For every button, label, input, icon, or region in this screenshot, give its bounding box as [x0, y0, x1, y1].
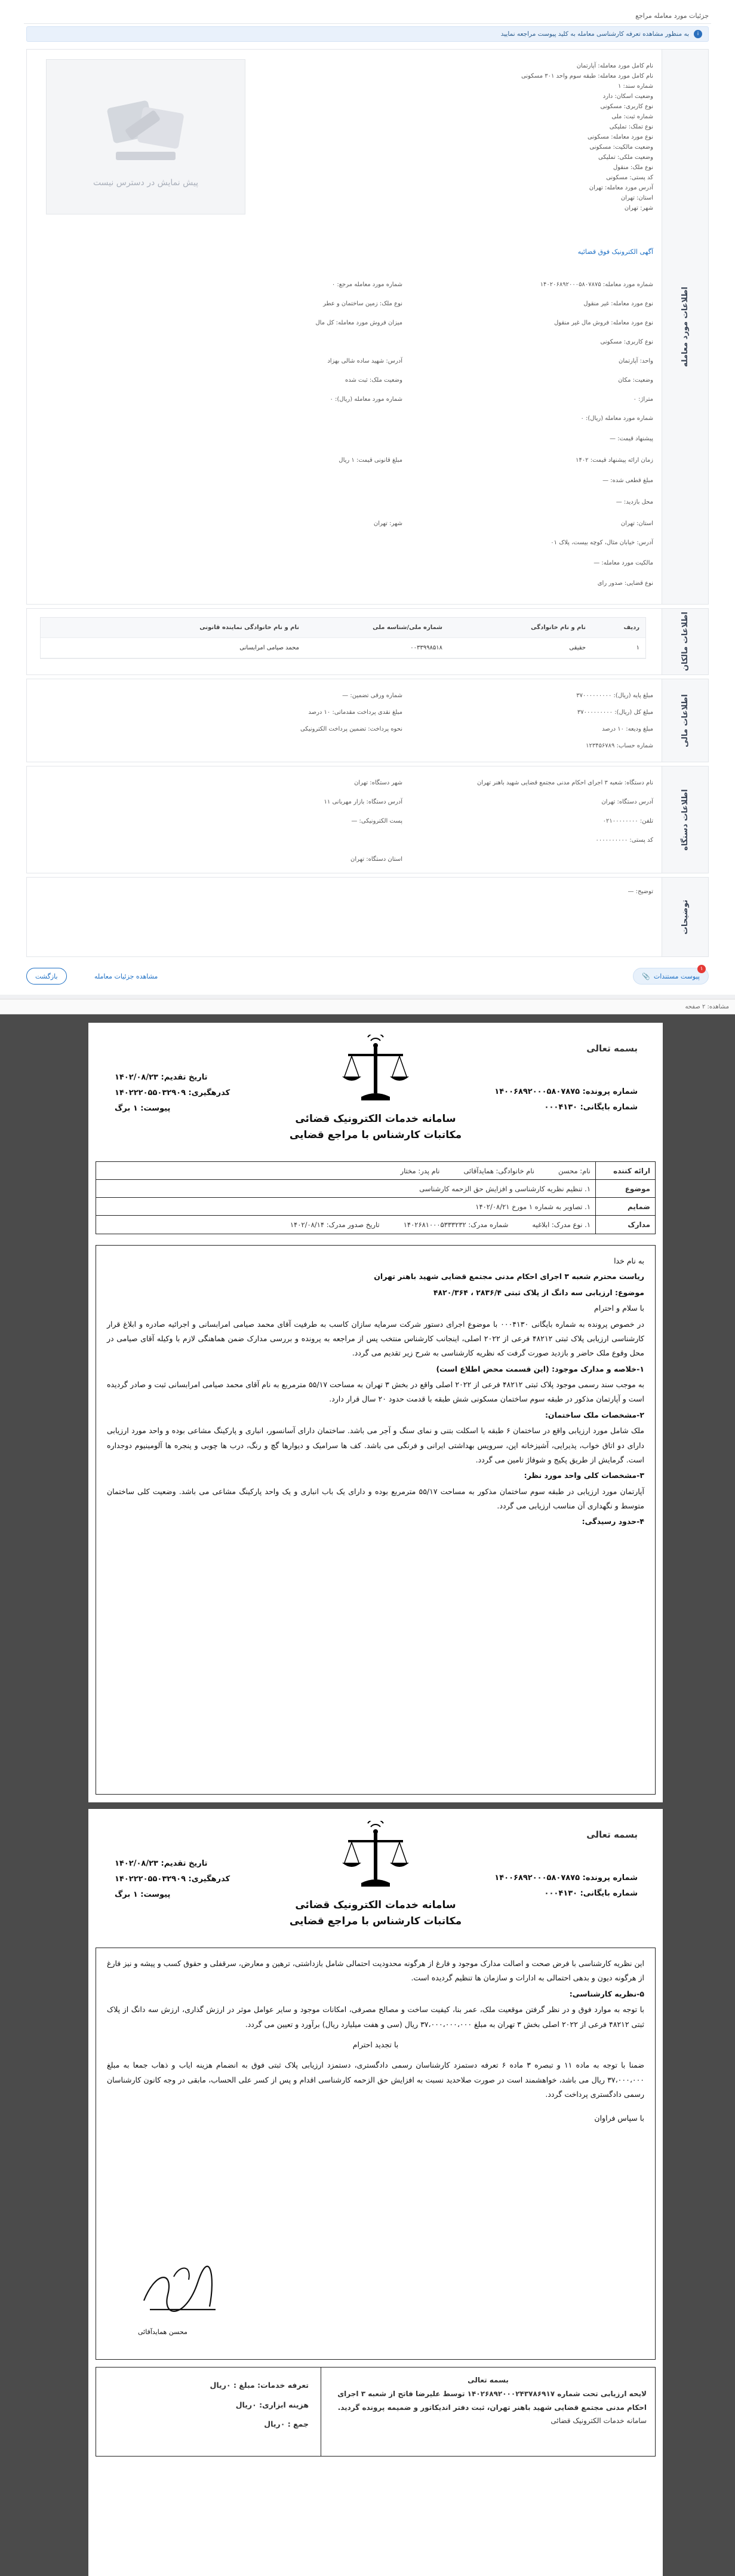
letter-basmala: بسمه تعالی [586, 1043, 638, 1054]
field: مبلغ قطعی شده: — [602, 477, 653, 484]
finance-section [26, 679, 709, 762]
paperclip-icon: 📎 [642, 972, 650, 980]
field: شماره مورد معامله: ۱۴۰۲۰۶۸۹۲۰۰۰۵۸۰۷۸۷۵ [540, 281, 653, 288]
field: شماره مورد معامله (ریال): ۰ [330, 396, 402, 403]
owners-section-label: اطلاعات مالکان [662, 609, 708, 674]
attachments-button-label: پیوست مستندات [653, 972, 700, 980]
field: شماره ورقی تضمین: — [342, 692, 402, 699]
info-values [96, 1203, 595, 1211]
item-section-body [33, 50, 653, 604]
field: شماره حساب: ۱۲۳۴۵۶۷۸۹ [586, 743, 653, 749]
letter-page-2 [88, 1809, 663, 2576]
field: شماره مورد معامله (ریال): ۰ [580, 415, 653, 422]
field: وضعیت اسکان: دارد [602, 93, 653, 100]
info-value: ۱. تصاویر به شماره ۱ مورخ ۱۴۰۲/۰۸/۲۱ [475, 1202, 591, 1211]
submission-date: تاریخ تقدیم: ۱۴۰۲/۰۸/۲۳ [115, 1073, 208, 1082]
field: استان دستگاه: تهران [350, 856, 402, 863]
attachment-count: پیوست: ۱ برگ [115, 1890, 171, 1899]
item-section [26, 49, 709, 605]
info-value: نام پدر: مختار [400, 1166, 440, 1175]
receipt-org: سامانه خدمات الکترونیک قضائی [551, 2416, 647, 2425]
field: شهر: تهران [624, 205, 653, 211]
field: نوع مورد معامله: فروش مال غیر منقول [553, 320, 653, 326]
owners-section [26, 608, 709, 675]
judiciary-scales-icon [340, 1821, 411, 1893]
owners-table-header [41, 618, 645, 638]
field: آدرس: شهید ساده شالی بهزاد [327, 358, 402, 364]
field: شماره مورد معامله مرجع: ۰ [331, 281, 402, 288]
info-value: ۱. نوع مدرک: ابلاغیه [532, 1220, 591, 1229]
field: کد پستی: ۰۰۰۰۰۰۰۰۰۰ [595, 837, 653, 844]
field: مبلغ نقدی پرداخت مقدماتی: ۱۰ درصد [308, 709, 402, 716]
field: نوع ملک: زمین ساختمان و عطر [323, 300, 402, 307]
field: نوع تملک: تملیکی [609, 124, 653, 130]
paragraph: ۴-حدود رسیدگی: [582, 1517, 644, 1526]
preview-image-placeholder [46, 59, 245, 214]
organization-section [26, 766, 709, 873]
info-row [96, 1180, 655, 1198]
fee-post: هزینه ابزاری: ۰ریال [235, 2400, 309, 2409]
paragraph: به موجب سند رسمی موجود پلاک ثبتی ۴۸۲۱۲ فرعی از ۲۰۲۲ اصلی واقع در بخش ۳ تهران به مساحت ۵۵/۱۷ مترمربع به نام آقای محمد صیامی امرابسانی ثبت و صادر گردیده است و آپارتمان مذکور در طبقه سوم ساختمان مسکونی شش طبقه با قدمت حدود ۲۰ سال قرار دارد. [107, 1380, 644, 1404]
attachments-button[interactable] [633, 968, 709, 985]
table-cell: ۰۰۳۳۹۹۸۵۱۸ [410, 645, 442, 651]
field: نام کامل مورد معامله: طبقه سوم واحد ۳۰۱ مسکونی [521, 73, 653, 79]
action-bar [26, 965, 709, 989]
receipt-basmala: بسمه تعالی [468, 2376, 509, 2384]
preview-caption: پیش نمایش در دسترس نیست [93, 178, 199, 188]
info-value: نام: محسن [558, 1166, 591, 1175]
receipt-text: لایحه ارزیابی تحت شماره ۱۴۰۲۶۸۹۲۰۰۰۲۴۳۷۸۶۹۱۷ توسط علیرضا فاتح از شعبه ۳ اجرای احکام مدنی مجتمع قضایی شهید باهنر تهران، ثبت دفتر اندیکاتور و ضمیمه پرونده گردید. [337, 2389, 647, 2412]
paragraph: این نظریه کارشناسی با فرض صحت و اصالت مدارک موجود و فارغ از هرگونه محدودیت احتمالی شامل بازداشتی، ترهین و معارض، سرقفلی و حقوق کسب و پیشه و نیز فارغ از هرگونه دیون و بدهی احتمالی به ادارات و سازمان ها تنظیم گردیده است. [107, 1959, 644, 1983]
field: نوع کاربری: مسکونی [600, 339, 653, 345]
info-value: تاریخ صدور مدرک: ۱۴۰۲/۰۸/۱۴ [290, 1220, 380, 1229]
archive-number: شماره بایگانی: ۰۰۰۴۱۳۰ [544, 1889, 638, 1898]
fee-service: تعرفه خدمات: مبلغ : ۰ریال [210, 2381, 309, 2390]
portal-frame [0, 0, 735, 995]
field: وضعیت: مکان [618, 377, 653, 384]
field: مبلغ قانونی قیمت: ۱ ریال [339, 457, 402, 464]
info-key: مدارک [595, 1216, 655, 1234]
organization-name: سامانه خدمات الکترونیک قضائی [295, 1113, 456, 1125]
field: شماره سند: ۱ [617, 83, 653, 90]
gavel-icon [98, 86, 193, 170]
field: استان: تهران [620, 520, 653, 527]
field: پست الکترونیکی: — [351, 818, 402, 824]
case-number: شماره پرونده: ۱۴۰۰۶۸۹۲۰۰۰۵۸۰۷۸۷۵ [494, 1087, 638, 1096]
organization-section-body [33, 766, 653, 873]
info-values [96, 1220, 595, 1229]
receipt-box [321, 2368, 655, 2456]
field: توضیح: — [628, 888, 653, 895]
finance-section-label: اطلاعات مالی [662, 679, 708, 762]
field: پیشنهاد قیمت: — [610, 436, 653, 442]
attachments-count-badge: ۱ [697, 965, 706, 973]
field: تلفن: ۰۲۱۰۰۰۰۰۰۰۰ [602, 818, 653, 824]
paragraph: با سپاس فراوان [594, 2114, 644, 2123]
info-values [96, 1167, 595, 1175]
field: آدرس دستگاه: تهران [601, 799, 653, 805]
field: زمان ارائه پیشنهاد قیمت: ۱۴۰۲ [576, 457, 653, 464]
owners-section-body [33, 609, 653, 674]
field: محل بازدید: — [616, 499, 653, 505]
paragraph: ۲-مشخصات ملک ساختمان: [545, 1410, 644, 1419]
paragraph: در خصوص پرونده به شماره بایگانی ۰۰۰۴۱۳۰ با موضوع اجرای دستور شرکت سرمایه سازان کاسب به طرفیت آقای محمد صیامی امرابسانی و اجرائیه صادره و ابلاغ قرار کارشناسی ارزیابی پلاک ثبتی ۴۸۲۱۲ فرعی از ۲۰۲۲ اصلی، اینجانب کارشناس منتخب پس از مراجعه به پرونده و بررسی مدارک ضمن هماهنگی لازم با وکیله آقای صیامی در محل وقوع ملک حاضر و بازدید صورت گرفت که نظریه کارشناسی به شرح زیر تقدیم می گردد. [107, 1319, 644, 1358]
table-cell: محمد صیامی امرابسانی [239, 645, 299, 651]
case-number: شماره پرونده: ۱۴۰۰۶۸۹۲۰۰۰۵۸۰۷۸۷۵ [494, 1873, 638, 1882]
field: مبلغ ودیعه: ۱۰ درصد [602, 726, 653, 732]
table-cell: ۱ [636, 645, 639, 651]
column-header: نام و نام خانوادگی نماینده قانونی [199, 624, 299, 631]
paragraph: با تجدید احترام [352, 2040, 399, 2049]
letter-basmala: بسمه تعالی [586, 1829, 638, 1840]
field: شهر: تهران [373, 520, 402, 527]
tracking-code: کدرهگیری: ۱۴۰۲۲۲۰۵۵۰۳۲۹۰۹ [115, 1088, 230, 1097]
submission-date: تاریخ تقدیم: ۱۴۰۲/۰۸/۲۳ [115, 1859, 208, 1868]
field: واحد: آپارتمان [619, 358, 653, 364]
letter-header [96, 1032, 656, 1155]
signer-name: محسن همایدآقائی [138, 2328, 187, 2336]
field: شهر دستگاه: تهران [354, 780, 402, 786]
field: متراژ: ۰ [633, 396, 653, 403]
archive-number: شماره بایگانی: ۰۰۰۴۱۳۰ [544, 1103, 638, 1112]
paragraph: آپارتمان مورد ارزیابی در طبقه سوم ساختمان مذکور به مساحت ۵۵/۱۷ مترمربع بوده و دارای یک باب انباری و یک واحد پارکینگ مشاعی می باشد. وضعیت کلی ساختمان متوسط و نگهداری آن مناسب ارزیابی می گردد. [107, 1486, 644, 1510]
info-value: ۱. تنظیم نظریه کارشناسی و افزایش حق الزحمه کارشناسی [419, 1184, 591, 1193]
field: مبلغ کل (ریال): ۳۷۰۰۰۰۰۰۰۰۰ [577, 709, 653, 716]
paragraph: موضوع: ارزیابی سه دانگ از پلاک ثبتی ۲۸۳۶/۴ ، ۴۸۲۰/۳۶۴ [433, 1287, 644, 1297]
document-viewer-toolbar [0, 999, 735, 1014]
owners-table [40, 617, 646, 659]
field: کد پستی: مسکونی [606, 174, 653, 181]
letter-page-1 [88, 1023, 663, 1802]
paragraph: به نام خدا [614, 1256, 644, 1265]
letter-info-grid [96, 1161, 656, 1234]
column-header: شماره ملی/شناسه ملی [373, 624, 442, 631]
field: استان: تهران [620, 195, 653, 201]
fee-total: جمع : ۰ریال [264, 2419, 309, 2428]
paragraph: با توجه به موارد فوق و در نظر گرفتن موقعیت ملک، عمر بنا، کیفیت ساخت و مصالح مصرفی، امکانات موجود و سایر عوامل موثر در ارزش گذاری، ارزش سه دانگ از پلاک ثبتی ۴۸۲۱۲ فرعی از ۲۰۲۲ اصلی بخش ۳ تهران به مبلغ ۳۷،۰۰۰،۰۰۰،۰۰۰ ریال (سی و هفت میلیارد ریال) برآورد و تعیین می گردد. [107, 2005, 644, 2029]
field: وضعیت مالکیت: مسکونی [589, 144, 653, 151]
organization-subtitle: مکاتبات کارشناس با مراجع قضایی [289, 1915, 462, 1927]
field: نوع کاربری: مسکونی [600, 103, 653, 110]
field: مبلغ پایه (ریال): ۳۷۰۰۰۰۰۰۰۰۰ [576, 692, 653, 699]
info-row [96, 1162, 655, 1180]
field: نوع ملک: منقول [613, 164, 653, 171]
paragraph: ضمنا با توجه به ماده ۱۱ و تبصره ۳ ماده ۶ تعرفه دستمزد کارشناسان رسمی دادگستری، دستمزد ارزیابی پلاک ثبتی فوق به انضمام هزینه ایاب و ذهاب جمعا به مبلغ ۳۷،۰۰۰،۰۰۰ ریال می باشد، خواهشمند است در صورت صلاحدید نسبت به افزایش حق الزحمه کارشناسی اقدام و پس از کسر علی الحساب، مابقی در وجه کانون کارشناسان رسمی دادگستری پرداخت گردد. [107, 2060, 644, 2099]
field: وضعیت ملکی: تملیکی [598, 154, 653, 161]
field: نام کامل مورد معامله: آپارتمان [576, 63, 653, 69]
info-key: ارائه کننده [595, 1162, 655, 1179]
receipt-and-fees-box [96, 2367, 656, 2457]
viewer-info: مشاهده: ۲ صفحه [685, 1003, 729, 1010]
item-section-label: اطلاعات مورد معامله [662, 50, 708, 604]
paragraph: با سلام و احترام [594, 1304, 644, 1313]
description-section-label: توضیحات [662, 878, 708, 956]
alert-text: به منظور مشاهده تعرفه کارشناسی معامله به کلید پیوست مراجعه نمایید [500, 30, 689, 38]
tracking-code: کدرهگیری: ۱۴۰۲۲۲۰۵۵۰۳۲۹۰۹ [115, 1875, 230, 1884]
field: مالکیت مورد معامله: — [593, 560, 653, 566]
field: نوع مورد معامله: غیر منقول [583, 300, 653, 307]
fees-box [96, 2368, 317, 2456]
info-key: ضمایم [595, 1198, 655, 1215]
attachment-count: پیوست: ۱ برگ [115, 1104, 171, 1113]
description-section-body [33, 878, 653, 956]
page-header [24, 8, 711, 24]
info-value: شماره مدرک: ۱۴۰۲۶۸۱۰۰۰۵۳۳۳۲۳۲ [403, 1220, 509, 1229]
letter-header [96, 1818, 656, 1941]
table-row [41, 638, 645, 658]
organization-section-label: اطلاعات دستگاه [662, 766, 708, 873]
field: نام دستگاه: شعبه ۳ اجرای احکام مدنی مجتمع قضایی شهید باهنر تهران [477, 780, 653, 786]
field: نحوه پرداخت: تضمین پرداخت الکترونیکی [300, 726, 402, 732]
field: آدرس: خیابان مثال، کوچه بیست، پلاک ۰۱ [551, 539, 653, 546]
paragraph: ۵-نظریه کارشناسی: [569, 1989, 644, 1998]
field: آدرس مورد معامله: تهران [589, 185, 653, 191]
view-details-button[interactable]: مشاهده جزئیات معامله [94, 972, 158, 980]
column-header: ردیف [623, 624, 639, 631]
paragraph: ریاست محترم شعبه ۳ اجرای احکام مدنی مجتمع قضایی شهید باهنر تهران [374, 1272, 644, 1281]
info-row [96, 1216, 655, 1234]
field: نوع مورد معامله: مسکونی [588, 134, 653, 140]
field: شماره ثبت: ملی [611, 114, 653, 120]
info-icon: i [694, 30, 702, 38]
signature-image [132, 2259, 227, 2324]
attachment-alert [26, 26, 709, 42]
organization-subtitle: مکاتبات کارشناس با مراجع قضایی [289, 1129, 462, 1141]
table-cell: حقیقی [569, 645, 586, 651]
electronic-notice-link[interactable]: آگهی الکترونیک فوق قضائیه [577, 248, 653, 256]
info-key: موضوع [595, 1180, 655, 1197]
judiciary-scales-icon [340, 1035, 411, 1106]
back-button[interactable]: بازگشت [26, 968, 67, 985]
description-section [26, 877, 709, 957]
letter-body [96, 1245, 656, 1795]
info-values [96, 1185, 595, 1193]
info-row [96, 1198, 655, 1216]
field: نوع قضایی: صدور رای [597, 580, 653, 587]
column-header: نام و نام خانوادگی [531, 624, 586, 631]
info-value: نام خانوادگی: همایدآقائی [463, 1166, 535, 1175]
finance-section-body [33, 679, 653, 762]
paragraph: ۱-خلاصه و مدارک موجود: (این قسمت محض اطلاع است) [436, 1364, 644, 1373]
organization-name: سامانه خدمات الکترونیک قضائی [295, 1899, 456, 1911]
letter-body [96, 1948, 656, 2360]
field: آدرس دستگاه: بازار مهربانی ۱۱ [324, 799, 402, 805]
field: وضعیت ملک: ثبت شده [345, 377, 402, 384]
paragraph: ۳-مشخصات کلی واحد مورد نظر: [524, 1471, 644, 1480]
page-title: جزئیات مورد معامله مراجع [635, 12, 709, 20]
paragraph: ملک شامل مورد ارزیابی واقع در ساختمان ۶ طبقه با اسکلت بتنی و نمای سنگ و آجر می باشد. ساختمان دارای آسانسور، انباری و پارکینگ مشاعی بوده و واحد مورد ارزیابی دارای دو اتاق خواب، پذیرایی، آشپزخانه اپن، سرویس بهداشتی ایرانی و فرنگی می باشد. کف ها سرامیک و دیوارها گچ و رنگ، درب ها چوبی و پنجره ها آلومینیوم دوجداره است. گرمایش از طریق پکیج و شوفاژ تامین می گردد. [107, 1426, 644, 1464]
field: میزان فروش مورد معامله: کل مال [315, 320, 402, 326]
